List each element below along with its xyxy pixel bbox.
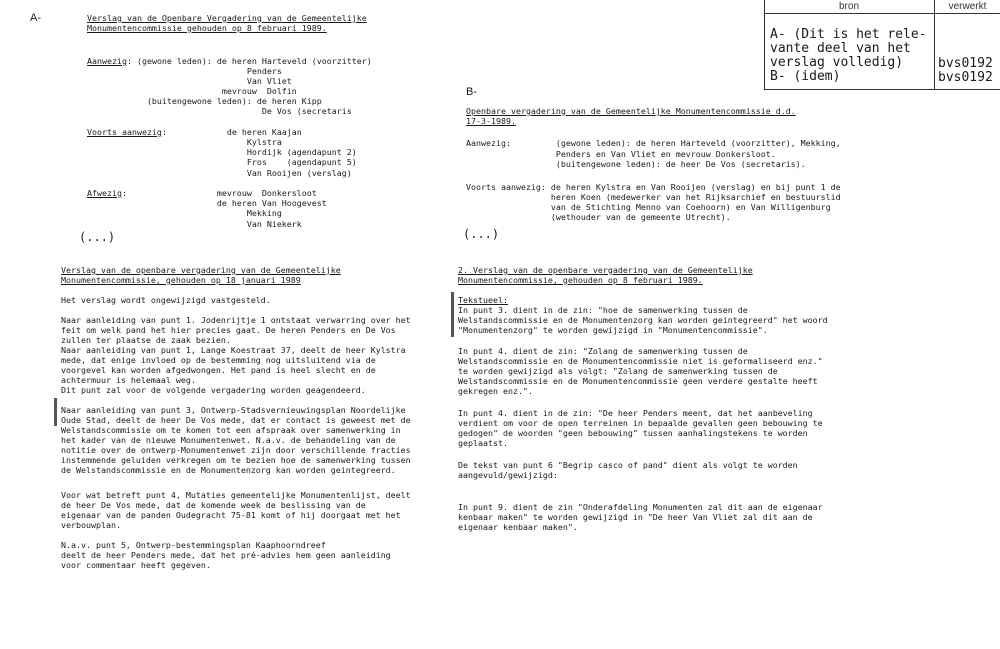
paragraph-line: het kader van de nieuwe Monumentenwet. N.a.v. de behandeling van de bbox=[61, 435, 396, 445]
paragraph-line: notitie over de ontwerp-Monumentenwet zijn door verschillende fracties bbox=[61, 445, 411, 455]
paragraph-line: mede, dat enige invloed op de bestemming nog uitsluitend via de bbox=[61, 355, 376, 365]
source-note-line: vante deel van het bbox=[770, 41, 911, 56]
paragraph-line: te worden gewijzigd als volgt: "Zolang de samenwerking tussen de bbox=[458, 366, 778, 376]
paragraph-line: Welstandscommissie om te komen tot een afspraak over samenwerking in bbox=[61, 425, 401, 435]
paragraph-line: verdient om voor de open terreinen in bepaalde gevallen geen bebouwing te bbox=[458, 418, 823, 428]
attendee-line: Hordijk (agendapunt 2) bbox=[87, 147, 357, 157]
attendee-line: : (gewone leden): de heren Harteveld (voorzitter) bbox=[126, 56, 372, 66]
source-code: bvs0192 bbox=[938, 56, 993, 71]
paragraph-line: gekregen enz.". bbox=[458, 386, 533, 396]
source-table-divider bbox=[934, 0, 935, 90]
doc-b-heading: 17-3-1989. bbox=[466, 116, 516, 126]
paragraph-line: In punt 3. dient in de zin: "hoe de samenwerking tussen de bbox=[458, 305, 748, 315]
paragraph-line: achtermuur is helemaal weg. bbox=[61, 375, 196, 385]
paragraph-line: deelt de heer Penders mede, dat het pré-advies hem geen aanleiding bbox=[61, 550, 391, 560]
paragraph-line: In punt 4. dient de zin: "Zolang de samenwerking tussen de bbox=[458, 346, 748, 356]
afwezig-label: Afwezig bbox=[87, 188, 122, 198]
paragraph-line: eigenaar van de panden Oudegracht 75-81 komt of hij doorgaat met het bbox=[61, 510, 401, 520]
paragraph-line: voor commentaar heeft gegeven. bbox=[61, 560, 211, 570]
doc-a-heading: Monumentencommissie gehouden op 8 februari 1989. bbox=[87, 23, 327, 33]
paragraph-line: gedogen" de woorden "geen bebouwing" tussen aanhalingstekens te worden bbox=[458, 428, 808, 438]
attendee-line: Penders en Van Vliet en mevrouw Donkersloot. bbox=[466, 149, 776, 159]
absentee-line: Mekking bbox=[87, 208, 282, 218]
verslag-b-heading: Monumentencommissie, gehouden op 8 februari 1989. bbox=[458, 275, 703, 285]
doc-a-voorts bbox=[87, 127, 302, 137]
tekstueel-label: Tekstueel: bbox=[458, 295, 508, 305]
doc-a-afwezig bbox=[87, 188, 317, 198]
attendee-line: Fros (agendapunt 5) bbox=[87, 157, 357, 167]
attendee-line: Van Rooijen (verslag) bbox=[87, 168, 352, 178]
paragraph-line: Naar aanleiding van punt 1. Jodenrijtje 1 ontstaat verwarring over het bbox=[61, 315, 411, 325]
paragraph-line: Dit punt zal voor de volgende vergadering worden geagendeerd. bbox=[61, 385, 366, 395]
attendee-line: Aanwezig: (gewone leden): de heren Harteveld (voorzitter), Mekking, bbox=[466, 138, 841, 148]
attendee-line: van de Stichting Menno van Coehoorn) en Van Willigenburg bbox=[466, 202, 831, 212]
doc-a-aanwezig bbox=[87, 56, 372, 66]
attendee-line: Voorts aanwezig: de heren Kylstra en Van Rooijen (verslag) en bij punt 1 de bbox=[466, 182, 841, 192]
paragraph-line: aangevuld/gewijzigd: bbox=[458, 470, 558, 480]
attendee-line: (buitengewone leden): de heer De Vos (secretaris). bbox=[466, 159, 806, 169]
paragraph-line: kenbaar maken" te worden gewijzigd in "De heer Van Vliet zal dit aan de bbox=[458, 512, 813, 522]
absentee-line: de heren Van Hoogevest bbox=[87, 198, 327, 208]
voorts-label: Voorts aanwezig bbox=[87, 127, 162, 137]
doc-a-heading: Verslag van de Openbare Vergadering van de Gemeentelijke bbox=[87, 13, 367, 23]
paragraph-line: eigenaar kenbaar maken". bbox=[458, 522, 578, 532]
source-note-line: B- (idem) bbox=[770, 69, 841, 84]
ellipsis-a: (...) bbox=[79, 230, 116, 244]
margin-bar bbox=[451, 292, 454, 337]
source-note-line: A- (Dit is het rele- bbox=[770, 27, 927, 42]
verslag-a-heading: Monumentencommissie, gehouden op 18 januari 1989 bbox=[61, 275, 301, 285]
attendee-line: Kylstra bbox=[87, 137, 282, 147]
marker-b: B- bbox=[466, 86, 477, 98]
attendee-line: heren Koen (medewerker van het Rijksarchief en bestuurslid bbox=[466, 192, 841, 202]
paragraph-line: instemmende geluiden verkregen om te bezien hoe de samenwerking tussen bbox=[61, 455, 411, 465]
paragraph-line: zullen ter plaatse de zaak bezien. bbox=[61, 335, 231, 345]
absentee-line: : mevrouw Donkersloot bbox=[121, 188, 317, 198]
paragraph-line: In punt 4. dient in de zin: "De heer Penders meent, dat het aanbeveling bbox=[458, 408, 813, 418]
aanwezig-label: Aanwezig bbox=[87, 56, 127, 66]
verslag-b-heading: 2. Verslag van de openbare vergadering van de Gemeentelijke bbox=[458, 265, 753, 275]
paragraph-line: verbouwplan. bbox=[61, 520, 121, 530]
attendee-line: (buitengewone leden): de heren Kipp bbox=[87, 96, 322, 106]
attendee-line: mevrouw Dolfin bbox=[87, 86, 297, 96]
paragraph-line: Voor wat betreft punt 4, Mutaties gemeentelijke Monumentenlijst, deelt bbox=[61, 490, 411, 500]
attendee-line: De Vos (secretaris bbox=[87, 106, 352, 116]
paragraph-line: geplaatst. bbox=[458, 438, 508, 448]
marker-a: A- bbox=[30, 12, 41, 24]
attendee-line: : de heren Kaajan bbox=[161, 127, 302, 137]
source-col-verwerkt: verwerkt bbox=[948, 1, 987, 12]
paragraph-line: Naar aanleiding van punt 3, Ontwerp-Stadsvernieuwingsplan Noordelijke bbox=[61, 405, 406, 415]
paragraph-line: Welstandscommissie en de Monumentencommissie geen verdere gestalte heeft bbox=[458, 376, 818, 386]
absentee-line: Van Niekerk bbox=[87, 219, 302, 229]
doc-b-heading: Openbare vergadering van de Gemeentelijke Monumentencommissie d.d. bbox=[466, 106, 796, 116]
source-note-line: verslag volledig) bbox=[770, 55, 904, 70]
paragraph-line: Welstandscommissie en de Monumentenzorg kan worden geintegreerd" het woord bbox=[458, 315, 828, 325]
paragraph: Het verslag wordt ongewijzigd vastgesteld. bbox=[61, 295, 271, 305]
paragraph-line: Oude Stad, deelt de heer De Vos mede, dat er contact is geweest met de bbox=[61, 415, 411, 425]
attendee-line: (wethouder van de gemeente Utrecht). bbox=[466, 212, 731, 222]
paragraph-line: de Welstandscommissie en de Monumentenzorg kan worden geintegreerd. bbox=[61, 465, 396, 475]
ellipsis-b: (...) bbox=[463, 227, 500, 241]
paragraph-line: Welstandscommissie en de Monumentencommissie niet is geformaliseerd enz." bbox=[458, 356, 823, 366]
paragraph-line: In punt 9. dient de zin "Onderafdeling Monumenten zal dit aan de eigenaar bbox=[458, 502, 823, 512]
margin-bar bbox=[54, 398, 57, 426]
verslag-a-heading: Verslag van de openbare vergadering van de Gemeentelijke bbox=[61, 265, 341, 275]
source-col-bron: bron bbox=[838, 1, 859, 12]
paragraph-line: Naar aanleiding van punt 1, Lange Koestraat 37, deelt de heer Kylstra bbox=[61, 345, 406, 355]
paragraph-line: voorgevel kan worden afgedwongen. Het pand is heel slecht en de bbox=[61, 365, 376, 375]
paragraph-line: "Monumentenzorg" te worden gewijzigd in "Monumentencommissie". bbox=[458, 325, 768, 335]
attendee-line: Penders bbox=[87, 66, 282, 76]
source-code: bvs0192 bbox=[938, 70, 993, 85]
paragraph-line: De tekst van punt 6 "Begrip casco of pand" dient als volgt te worden bbox=[458, 460, 798, 470]
paragraph-line: de heer De Vos mede, dat de komende week de beslissing van de bbox=[61, 500, 366, 510]
paragraph-line: feit om welk pand het hier precies gaat. De heren Penders en De Vos bbox=[61, 325, 396, 335]
paragraph-line: N.a.v. punt 5, Ontwerp-bestemmingsplan Kaaphoorndreef bbox=[61, 540, 326, 550]
attendee-line: Van Vliet bbox=[87, 76, 292, 86]
